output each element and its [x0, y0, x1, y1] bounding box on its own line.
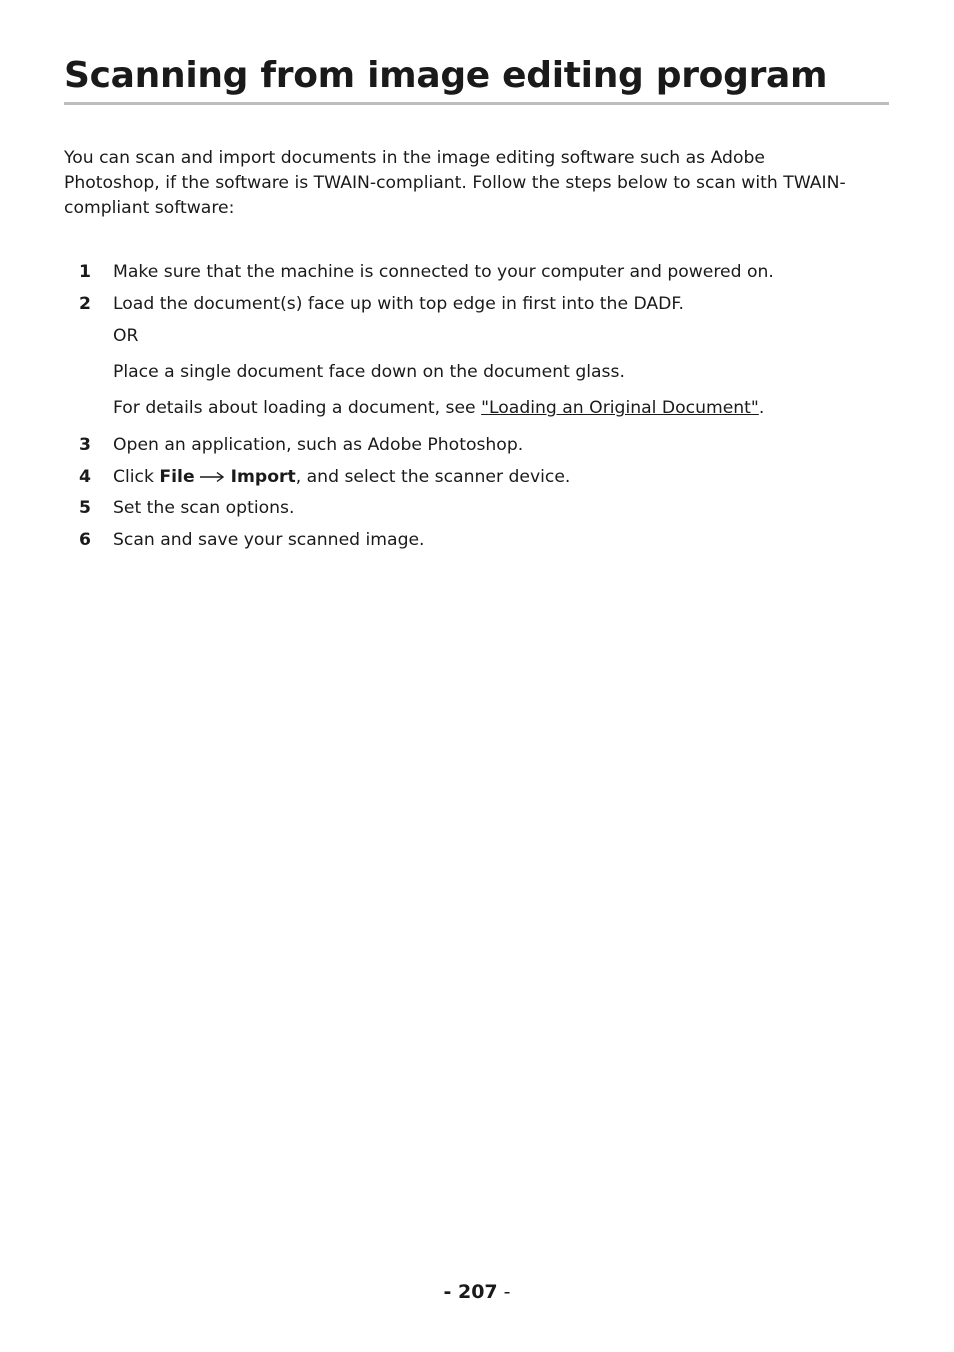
page-number-suffix: - [497, 1281, 511, 1303]
step-2-details [113, 396, 764, 420]
step-4-suffix: , and select the scanner device. [295, 467, 571, 487]
step-1-number: 1 [79, 262, 91, 282]
page-number [0, 1279, 954, 1305]
step-2-number: 2 [79, 294, 91, 314]
menu-import-label: Import [230, 467, 296, 487]
step-4-prefix: Click [113, 467, 160, 487]
step-2-alt-text: Place a single document face down on the document glass. [113, 362, 625, 382]
step-2-details-prefix: For details about loading a document, see [113, 398, 482, 418]
intro-paragraph: You can scan and import documents in the image editing software such as Adobe Photoshop, if the software is TWAIN-compliant. Follow the steps below to scan with TWAIN-compliant software: [64, 148, 846, 218]
step-5-text: Set the scan options. [113, 498, 295, 518]
page-number-value: 207 [457, 1281, 498, 1303]
menu-file-label: File [159, 467, 195, 487]
step-2-or-label: OR [113, 326, 139, 346]
step-2-details-suffix: . [758, 398, 765, 418]
step-6-text: Scan and save your scanned image. [113, 530, 425, 550]
page-title: Scanning from image editing program [64, 55, 828, 96]
step-3-text: Open an application, such as Adobe Photoshop. [113, 435, 524, 455]
step-6-number: 6 [79, 530, 91, 550]
step-4-text [113, 465, 570, 489]
step-1-text: Make sure that the machine is connected to your computer and powered on. [113, 262, 774, 282]
step-5-number: 5 [79, 498, 91, 518]
right-arrow-icon [199, 471, 225, 483]
step-3-number: 3 [79, 435, 91, 455]
step-2-text: Load the document(s) face up with top edge in first into the DADF. [113, 294, 684, 314]
loading-original-document-link[interactable]: "Loading an Original Document" [481, 398, 759, 418]
title-divider [64, 102, 889, 105]
page-number-prefix: - [443, 1281, 458, 1303]
step-4-number: 4 [79, 467, 91, 487]
